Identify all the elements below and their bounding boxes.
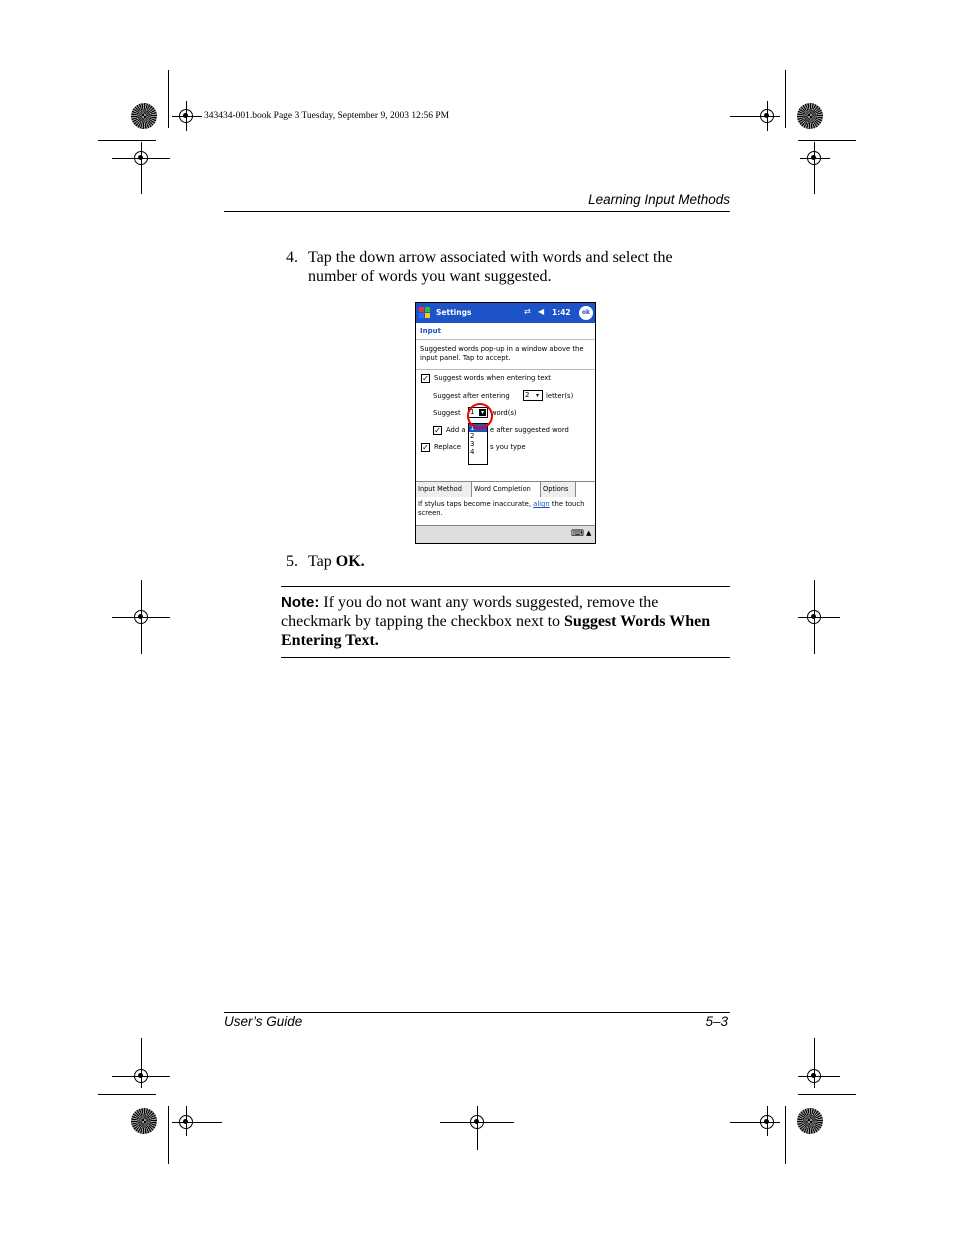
speaker-icon: ◀ [538,307,545,316]
note-top-rule [281,586,730,587]
description-text: Suggested words pop-up in a window above the input panel. Tap to accept. [420,345,584,362]
windows-start-icon [418,306,432,320]
list-item[interactable]: 3 [470,440,475,448]
align-hint: If stylus taps become inaccurate, align the touch screen. [418,500,585,517]
section-title: Input [420,327,441,335]
app-title: Settings [436,308,472,317]
add-space-label-start: Add a [446,426,466,434]
footer-rule [224,1012,730,1013]
input-panel-bar [416,525,595,544]
replace-label-end: s you type [490,443,526,451]
divider [416,339,595,340]
suggest-words-checkbox[interactable]: ✓ [422,374,429,383]
page-number: 5–3 [705,1014,728,1029]
suggest-words-label: Suggest words when entering text [434,374,551,382]
crop-mark [785,1106,786,1164]
crop-mark [798,1094,856,1095]
crop-mark [168,70,169,128]
suggest-label: Suggest [433,409,461,417]
note-label: Note: [281,594,320,611]
step-number: 4. [286,249,298,266]
suggest-after-label: Suggest after entering [433,392,510,400]
tab-input-method[interactable]: Input Method [416,482,472,497]
note-bottom-rule [281,657,730,658]
registration-rosette [797,103,823,129]
registration-rosette [131,103,157,129]
align-link[interactable]: align [533,500,550,508]
clock: 1:42 [552,308,571,317]
ok-button[interactable]: ok [579,306,593,320]
step-number: 5. [286,553,298,570]
title-bar [416,303,595,323]
chevron-down-icon: ▾ [535,392,539,399]
note-block [281,593,721,650]
step-5 [286,552,716,571]
add-space-checkbox[interactable]: ✓ [434,426,441,435]
words-dropdown-list[interactable] [468,423,488,465]
crop-mark [785,70,786,128]
connectivity-icon: ⇄ [524,307,531,316]
footer-left: User’s Guide [224,1014,303,1029]
step-4 [286,248,716,286]
letters-label: letter(s) [546,392,574,400]
crop-mark [798,140,856,141]
chevron-down-icon[interactable]: ▾ [480,409,484,416]
crop-mark [98,140,156,141]
highlight-circle [467,403,493,429]
add-space-label-end: e after suggested word [490,426,569,434]
registration-rosette [131,1108,157,1134]
list-item[interactable]: 1 [469,424,487,432]
replace-checkbox[interactable]: ✓ [422,443,429,452]
print-slug: 343434-001.book Page 3 Tuesday, September 9, 2003 12:56 PM [204,111,450,121]
step-text: Tap OK. [308,553,365,570]
tab-options[interactable]: Options [541,482,576,497]
note-text: If you do not want any words suggested, remove the checkmark by tapping the checkbox next to [281,594,659,630]
tab-bar [416,481,595,497]
letters-dropdown[interactable] [523,390,543,401]
tab-word-completion[interactable]: Word Completion [472,482,541,497]
note-bold-text: Suggest Words When Entering Text. [281,613,711,649]
words-value: 1 [470,408,475,416]
registration-rosette [797,1108,823,1134]
replace-label-start: Replace [434,443,461,451]
letters-value: 2 [525,391,530,399]
crop-mark [168,1106,169,1164]
words-label: word(s) [491,409,517,417]
chevron-up-icon[interactable]: ▲ [586,529,592,537]
list-item[interactable]: 2 [470,432,475,440]
divider [416,369,595,370]
step-text: Tap the down arrow associated with words and select the number of words you want suggested. [308,249,673,285]
keyboard-icon[interactable]: ⌨ [571,529,584,539]
pocketpc-screenshot [415,302,596,544]
list-item[interactable]: 4 [470,448,475,456]
crop-mark [98,1094,156,1095]
header-rule [224,211,730,212]
running-header-title: Learning Input Methods [588,192,730,207]
